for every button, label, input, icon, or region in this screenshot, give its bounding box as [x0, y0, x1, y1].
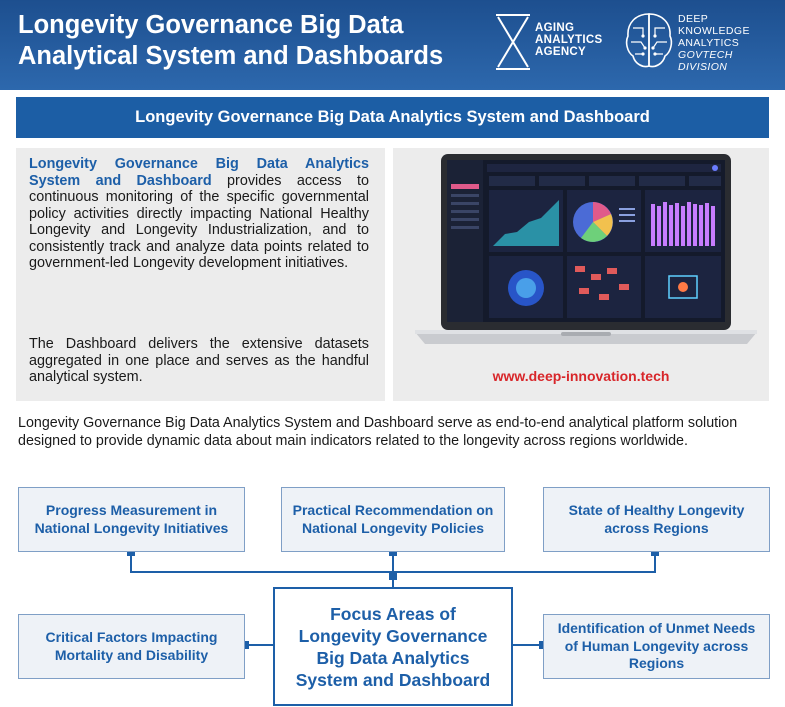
- logo-line: DEEP: [678, 13, 709, 25]
- logo-line: AGING: [535, 22, 575, 34]
- logo-line: GOVTECH DIVISION: [678, 49, 733, 73]
- website-link[interactable]: www.deep-innovation.tech: [492, 368, 670, 384]
- focus-box-state-of-longevity: State of Healthy Longevity across Regions: [543, 487, 770, 552]
- intro-text: provides access to continuous monitoring of the specific governmental policy activities directly impacting National Healthy Longevity and Longevity Industrialization, and to consistently track and analyze data points related to government-led Longevity development initiatives.: [29, 172, 369, 271]
- focus-areas-center-box: Focus Areas of Longevity Governance Big Data Analytics System and Dashboard: [273, 587, 513, 706]
- intro-paragraph-2: The Dashboard delivers the extensive datasets aggregated in one place and serves as the handful analytical system.: [29, 336, 369, 385]
- page-title: Longevity Governance Big Data Analytical System and Dashboards: [18, 11, 444, 70]
- logo-line: ANALYTICS: [678, 37, 740, 49]
- focus-box-progress-measurement: Progress Measurement in National Longevity Initiatives: [18, 487, 245, 552]
- section-banner: Longevity Governance Big Data Analytics System and Dashboard: [16, 97, 769, 138]
- intro-lead: Longevity Governance Big Data Analytics System and Dashboard: [29, 156, 369, 189]
- logo-line: ANALYTICS: [535, 34, 603, 46]
- focus-box-critical-factors: Critical Factors Impacting Mortality and Disability: [18, 614, 245, 679]
- focus-box-practical-recommendation: Practical Recommendation on National Longevity Policies: [281, 487, 505, 552]
- focus-box-unmet-needs: Identification of Unmet Needs of Human Longevity across Regions: [543, 614, 770, 679]
- summary-paragraph: Longevity Governance Big Data Analytics System and Dashboard serve as end-to-end analytical platform solution designed to provide dynamic data about main indicators related to the longevity across regions worldwide.: [18, 415, 738, 449]
- logo-line: AGENCY: [535, 46, 587, 58]
- logo-line: KNOWLEDGE: [678, 25, 750, 37]
